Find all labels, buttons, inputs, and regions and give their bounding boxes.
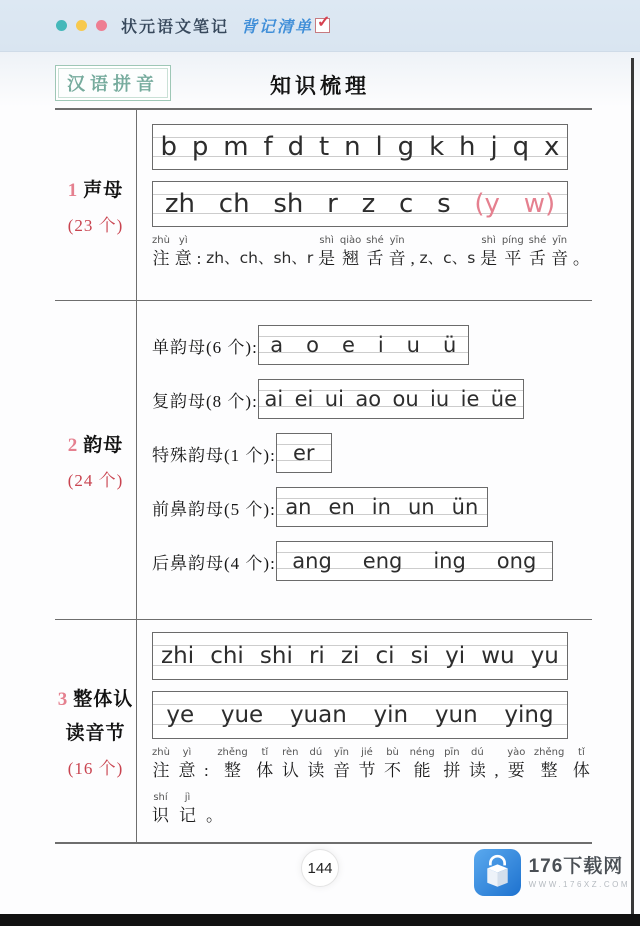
note-text: 音 — [332, 761, 350, 780]
pinyin-letter: j — [490, 132, 498, 162]
four-line-grid — [152, 691, 568, 739]
pinyin-letter: o — [306, 333, 319, 357]
annotated-character — [573, 235, 590, 270]
annotated-character — [206, 792, 223, 827]
pinyin-letter: ying — [504, 702, 554, 728]
note-text: 舌 — [366, 249, 384, 268]
pinyin-letter: iu — [430, 387, 450, 411]
annotated-character — [389, 235, 406, 270]
pinyin-annotation: yīn — [333, 747, 349, 758]
annotated-character — [256, 747, 273, 782]
pinyin-annotation: yīn — [552, 235, 568, 246]
finals-subrow — [152, 541, 592, 581]
annotated-character — [502, 235, 524, 270]
row-name-line2: 读音节 — [65, 722, 126, 744]
pinyin-letter: s — [437, 189, 451, 219]
annotated-character — [152, 235, 170, 270]
pinyin-letter: ri — [308, 643, 325, 669]
annotated-character — [366, 235, 384, 270]
pinyin-annotation: jì — [184, 792, 191, 803]
pinyin-letter: an — [285, 495, 312, 519]
pinyin-letter: a — [270, 333, 284, 357]
note-text: 意 — [178, 761, 196, 780]
pinyin-letter: ai — [264, 387, 284, 411]
note-line — [152, 747, 590, 782]
annotated-character — [333, 747, 350, 782]
pinyin-annotation: shì — [319, 235, 334, 246]
annotated-character — [217, 747, 247, 782]
pinyin-annotation: shé — [366, 235, 384, 246]
pinyin-letter: zi — [340, 643, 360, 669]
annotated-character — [480, 235, 497, 270]
annotated-character — [384, 747, 401, 782]
finals-subrow — [152, 487, 592, 527]
pinyin-annotation: yì — [178, 235, 188, 246]
note-text: 体 — [256, 761, 274, 780]
pinyin-annotation: qiào — [339, 235, 362, 246]
row-number: 1 — [67, 179, 79, 201]
pinyin-letter: er — [293, 441, 315, 465]
row-number: 2 — [67, 434, 79, 456]
pinyin-letter: ei — [294, 387, 314, 411]
note-text: 音 — [388, 249, 406, 268]
annotated-character — [573, 747, 590, 782]
note-text: : — [196, 249, 202, 268]
annotated-character — [178, 747, 195, 782]
row-label-syllables — [55, 620, 137, 842]
pinyin-letter: ao — [355, 387, 382, 411]
pinyin-letter: en — [328, 495, 355, 519]
annotated-character — [197, 235, 202, 270]
annotated-character — [410, 235, 414, 270]
annotated-character — [179, 792, 196, 827]
annotated-character — [534, 747, 564, 782]
annotated-character — [551, 235, 568, 270]
note-text: 读 — [468, 761, 486, 780]
note-text: 整 — [540, 761, 558, 780]
subrow-label: 特殊韵母(1 个): — [152, 445, 276, 465]
pinyin-letter: (y — [474, 189, 500, 219]
row-name: 1 声母 — [67, 179, 124, 201]
pinyin-letter: yin — [373, 702, 409, 728]
pinyin-letter: üe — [490, 387, 518, 411]
pinyin-annotation: yì — [182, 747, 192, 758]
pinyin-letter: w) — [523, 189, 556, 219]
note-text: 识 — [152, 806, 169, 825]
pinyin-letter: n — [344, 132, 361, 162]
pinyin-letter: yun — [434, 702, 478, 728]
pinyin-letter: chi — [210, 643, 244, 669]
pinyin-annotation: shé — [528, 235, 547, 246]
annotated-character — [175, 235, 192, 270]
annotated-character — [318, 235, 335, 270]
subrow-label: 复韵母(8 个): — [152, 391, 258, 411]
note-text: 。 — [572, 249, 590, 268]
pinyin-letter: ing — [433, 549, 466, 573]
pinyin-letter: yuan — [289, 702, 347, 728]
paper-body — [0, 52, 640, 914]
four-line-grid — [152, 124, 568, 170]
pinyin-letter: sh — [273, 189, 304, 219]
pinyin-letter: yue — [220, 702, 264, 728]
pinyin-letter: shi — [259, 643, 293, 669]
note-text: 读 — [307, 761, 325, 780]
pinyin-letter: q — [512, 132, 530, 162]
annotated-character — [206, 235, 313, 270]
pinyin-letter: zhi — [161, 643, 195, 669]
pinyin-letter: x — [544, 132, 560, 162]
pinyin-annotation: zhěng — [533, 747, 565, 758]
finals-subrow — [152, 325, 592, 365]
pinyin-annotation: yīn — [389, 235, 405, 246]
pinyin-letter: wu — [481, 643, 515, 669]
table-row-initials — [55, 110, 592, 300]
note-text: 舌 — [528, 249, 546, 268]
pinyin-letter: yu — [530, 643, 559, 669]
annotated-character — [152, 792, 169, 827]
four-line-grid — [276, 433, 332, 473]
subrow-label: 后鼻韵母(4 个): — [152, 553, 276, 573]
header-tagline: 背记清单 — [241, 19, 314, 36]
note-text: 翘 — [342, 249, 360, 268]
annotated-character — [529, 235, 547, 270]
pinyin-letter: zh — [164, 189, 196, 219]
note-line — [152, 235, 590, 270]
note-text: 认 — [281, 761, 299, 780]
bottom-black-bar — [0, 914, 640, 926]
annotated-character — [507, 747, 525, 782]
pinyin-letter: b — [160, 132, 177, 162]
four-line-grid — [258, 325, 469, 365]
download-site-logo-icon — [474, 849, 521, 896]
note-text: 注 — [152, 249, 170, 268]
pinyin-letter: m — [223, 132, 249, 162]
note-text: , — [410, 249, 415, 268]
pinyin-letter: e — [341, 333, 355, 357]
note-text: 能 — [413, 761, 431, 780]
note-text: 不 — [384, 761, 402, 780]
pinyin-annotation: shí — [153, 792, 168, 803]
pinyin-letter: ye — [166, 702, 195, 728]
note-text: 是 — [318, 249, 336, 268]
note-text: 平 — [504, 249, 522, 268]
four-line-grid — [152, 181, 568, 227]
annotated-character — [340, 235, 361, 270]
row-name: 3 整体认 — [57, 688, 134, 710]
four-line-grid — [152, 632, 568, 680]
pinyin-annotation: yào — [507, 747, 526, 758]
pinyin-letter: si — [410, 643, 429, 669]
pinyin-letter: ü — [442, 333, 457, 357]
annotated-character — [494, 747, 498, 782]
annotated-character — [469, 747, 486, 782]
page-header-band — [0, 0, 640, 52]
page-number-badge: 144 — [301, 849, 339, 887]
subrow-label: 单韵母(6 个): — [152, 337, 258, 357]
annotated-character — [307, 747, 324, 782]
pinyin-letter: yi — [445, 643, 466, 669]
note-text: 整 — [224, 761, 242, 780]
pinyin-letter: k — [429, 132, 445, 162]
pinyin-letter: g — [397, 132, 415, 162]
row-content-syllables — [137, 620, 592, 842]
annotated-character — [420, 235, 476, 270]
pinyin-letter: eng — [362, 549, 403, 573]
note-text: 记 — [179, 806, 196, 825]
note-text: 注 — [152, 761, 170, 780]
annotated-character — [358, 747, 375, 782]
pinyin-letter: ün — [451, 495, 479, 519]
pinyin-annotation: zhù — [152, 235, 170, 246]
pinyin-letter: d — [287, 132, 305, 162]
pinyin-letter: ong — [496, 549, 537, 573]
note-text: : — [204, 761, 209, 780]
four-line-grid — [276, 487, 488, 527]
brand-dots — [56, 20, 107, 31]
pinyin-letter: f — [263, 132, 273, 162]
pinyin-letter: ie — [460, 387, 480, 411]
pink-dot-icon — [96, 20, 107, 31]
pinyin-annotation: dú — [309, 747, 323, 758]
pinyin-letter: p — [191, 132, 209, 162]
pinyin-knowledge-table — [55, 108, 592, 844]
pinyin-letter: r — [327, 189, 338, 219]
pinyin-letter: ou — [392, 387, 419, 411]
table-row-finals — [55, 300, 592, 619]
note-text: 音 — [551, 249, 569, 268]
pinyin-annotation: zhěng — [217, 747, 248, 758]
pinyin-annotation: bù — [386, 747, 399, 758]
pinyin-letter: t — [319, 132, 330, 162]
finals-subrow — [152, 433, 592, 473]
pinyin-letter: ci — [375, 643, 395, 669]
scan-edge-shadow — [631, 58, 634, 914]
pinyin-annotation: dú — [471, 747, 484, 758]
yellow-dot-icon — [76, 20, 87, 31]
row-count: (16 个) — [67, 758, 124, 778]
pinyin-annotation: píng — [501, 235, 524, 246]
row-count: (23 个) — [67, 215, 124, 235]
teal-dot-icon — [56, 20, 67, 31]
note-text: 体 — [572, 761, 590, 780]
finals-subrow — [152, 379, 592, 419]
checkbox-check-icon — [315, 18, 330, 33]
four-line-grid — [258, 379, 524, 419]
annotated-character — [443, 747, 460, 782]
pinyin-annotation: pīn — [444, 747, 460, 758]
pinyin-letter: l — [375, 132, 383, 162]
title-bar — [0, 52, 640, 108]
page-title: 知识梳理 — [270, 75, 370, 98]
subrow-label: 前鼻韵母(5 个): — [152, 499, 276, 519]
note-text: z、c、s — [419, 249, 476, 267]
pinyin-annotation: shì — [481, 235, 496, 246]
pinyin-letter: un — [407, 495, 435, 519]
pinyin-letter: c — [399, 189, 414, 219]
row-content-finals — [137, 301, 592, 619]
brand-title: 状元语文笔记 — [121, 19, 230, 36]
section-badge: 汉语拼音 — [55, 65, 171, 101]
watermark — [474, 849, 630, 896]
pinyin-annotation: jié — [361, 747, 373, 758]
row-label-finals — [55, 301, 137, 619]
pinyin-annotation: néng — [409, 747, 435, 758]
table-row-whole-syllables — [55, 619, 592, 842]
note-text: 是 — [480, 249, 498, 268]
watermark-url: WWW.176XZ.COM — [528, 879, 630, 889]
pinyin-letter: i — [377, 333, 384, 357]
pinyin-letter: ch — [218, 189, 250, 219]
note-text: zh、ch、sh、r — [206, 249, 314, 267]
note-text: 。 — [206, 806, 223, 825]
annotated-character — [204, 747, 209, 782]
row-number: 3 — [57, 688, 69, 710]
pinyin-annotation: tǐ — [261, 747, 269, 758]
note-text: 拼 — [443, 761, 461, 780]
note-text: , — [494, 761, 499, 780]
row-name: 2 韵母 — [67, 434, 124, 456]
four-line-grid — [276, 541, 553, 581]
pinyin-letter: in — [371, 495, 391, 519]
row-content-initials — [137, 110, 592, 300]
pinyin-letter: u — [406, 333, 420, 357]
row-label-initials — [55, 110, 137, 300]
note-text: 意 — [174, 249, 192, 268]
watermark-text — [529, 857, 630, 889]
note-text: 要 — [507, 761, 525, 780]
pinyin-letter: ui — [324, 387, 344, 411]
annotated-character — [410, 747, 435, 782]
pinyin-letter: z — [361, 189, 376, 219]
note-line-2 — [152, 792, 592, 827]
pinyin-letter: ang — [292, 549, 332, 573]
pinyin-annotation: rèn — [282, 747, 299, 758]
watermark-name: 176下载网 — [528, 855, 624, 877]
pinyin-letter: h — [459, 132, 476, 162]
annotated-character — [152, 747, 170, 782]
pinyin-annotation: tǐ — [578, 747, 585, 758]
note-text: 节 — [358, 761, 376, 780]
row-count: (24 个) — [67, 470, 124, 490]
pinyin-annotation: zhù — [152, 747, 170, 758]
annotated-character — [282, 747, 299, 782]
